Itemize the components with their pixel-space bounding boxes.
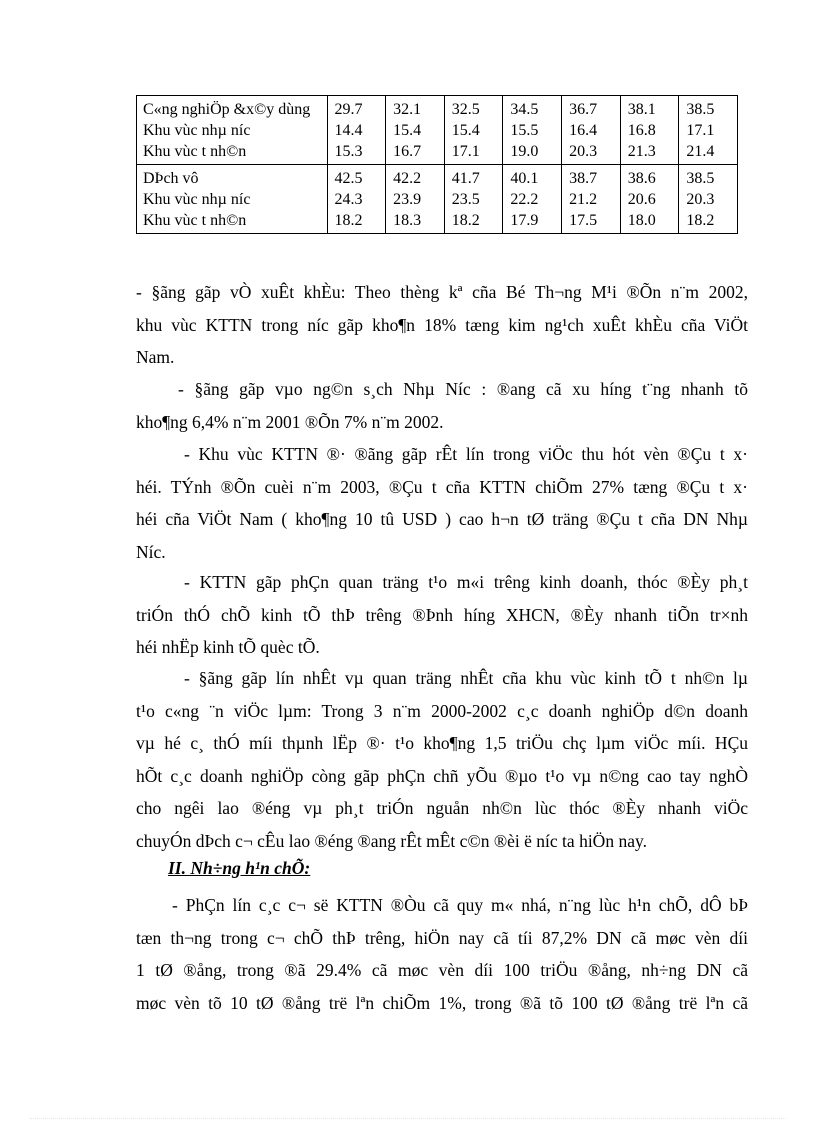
row-label: Khu vùc nhµ níc	[143, 191, 251, 208]
value: 23.9	[393, 191, 422, 208]
paragraph-limitations	[136, 889, 748, 1019]
value: 17.1	[451, 143, 480, 160]
value: 21.2	[569, 191, 598, 208]
section-heading: II. Nh÷ng h¹n chÕ:	[168, 858, 311, 878]
paragraph-business-environment	[136, 566, 748, 664]
value: 38.5	[686, 101, 715, 118]
value: 17.1	[686, 122, 715, 139]
value-cell	[679, 165, 738, 234]
value: 15.4	[451, 122, 480, 139]
paragraph-export	[136, 276, 748, 374]
value: 14.4	[334, 122, 363, 139]
text-line: triÓn thÓ chÕ kinh tÕ thÞ trêng ®Þnh híng XHCN, ®Èy nhanh tiÕn tr×nh	[136, 604, 748, 625]
text-line: héi nhËp kinh tÕ quèc tÕ.	[136, 637, 320, 657]
value: 15.3	[334, 143, 363, 160]
text-line: Níc.	[136, 541, 166, 562]
text-line: kho¶ng 6,4% n¨m 2001 ®Õn 7% n¨m 2002.	[136, 411, 444, 432]
value-cell	[327, 96, 386, 165]
paragraph-investment	[136, 438, 748, 568]
value: 18.2	[451, 212, 480, 229]
value: 34.5	[510, 101, 539, 118]
row-label: Khu vùc nhµ níc	[143, 122, 251, 139]
row-label-cell	[137, 165, 328, 234]
text-line: hÕt c¸c doanh nghiÖp còng gãp phÇn chñ yÕu ®µo t¹o vµ n©ng cao tay nghÒ	[136, 765, 748, 786]
value: 17.9	[510, 212, 539, 229]
value: 42.2	[393, 170, 422, 187]
text-line: cho ngêi lao ®éng vµ ph¸t triÓn nguån nh©n lùc thóc ®Èy nhanh viÖc	[136, 798, 748, 818]
text-line: - PhÇn lín c¸c c¬ së KTTN ®Òu cã quy m« nhá, n¨ng lùc h¹n chÕ, dÔ bÞ	[172, 895, 748, 915]
row-label: C«ng nghiÖp &x©y dùng	[143, 101, 311, 118]
value: 20.6	[627, 191, 656, 208]
value-cell	[444, 96, 503, 165]
row-label: Khu vùc t nh©n	[143, 212, 247, 229]
value: 16.7	[393, 143, 422, 160]
table-row	[137, 96, 738, 165]
text-line: møc vèn tõ 10 tØ ®ång trë lªn chiÕm 1%, trong ®ã tõ 100 tØ ®ång trë lªn cã	[136, 992, 748, 1013]
page-bottom-rule	[30, 1118, 786, 1119]
value-cell	[386, 96, 445, 165]
value: 32.5	[451, 101, 480, 118]
value-cell	[562, 96, 621, 165]
text-line: Nam.	[136, 347, 175, 367]
text-line: héi cña ViÖt Nam ( kho¶ng 10 tû USD ) cao h¬n tØ träng ®Çu t cña DN Nhµ	[136, 509, 748, 529]
value: 15.4	[393, 122, 422, 139]
value-cell	[620, 96, 679, 165]
value: 36.7	[569, 101, 598, 118]
value: 38.1	[627, 101, 656, 118]
text-line: vµ hé c¸ thÓ míi thµnh lËp ®· t¹o kho¶ng 1,5 triÖu chç lµm viÖc míi. HÇu	[136, 733, 748, 753]
value: 38.5	[686, 170, 715, 187]
text-line: 1 tØ ®ång, trong ®ã 29.4% cã møc vèn díi 100 triÖu ®ång, nh÷ng DN cã	[136, 960, 748, 980]
value-cell	[444, 165, 503, 234]
value-cell	[562, 165, 621, 234]
value: 18.2	[686, 212, 715, 229]
paragraph-employment	[136, 662, 748, 857]
value: 18.3	[393, 212, 422, 229]
value-cell	[679, 96, 738, 165]
value-cell	[503, 165, 562, 234]
text-line: t¹o c«ng ¨n viÖc lµm: Trong 3 n¨m 2000-2002 c¸c doanh nghiÖp d©n doanh	[136, 700, 748, 721]
value: 23.5	[451, 191, 480, 208]
value: 17.5	[569, 212, 598, 229]
value: 19.0	[510, 143, 539, 160]
value-cell	[386, 165, 445, 234]
text-line: - §ãng gãp lín nhÊt vµ quan träng nhÊt cña khu vùc kinh tÕ t nh©n lµ	[184, 668, 748, 688]
value: 29.7	[334, 101, 363, 118]
paragraph-budget	[136, 373, 748, 438]
value: 24.3	[334, 191, 363, 208]
value: 32.1	[393, 101, 422, 118]
table-row	[137, 165, 738, 234]
text-line: héi. TÝnh ®Õn cuèi n¨m 2003, ®Çu t cña KTTN chiÕm 27% tæng ®Çu t x·	[136, 476, 748, 497]
value: 38.7	[569, 170, 598, 187]
value: 21.3	[627, 143, 656, 160]
value: 41.7	[451, 170, 480, 187]
row-label: Khu vùc t nh©n	[143, 143, 247, 160]
text-line: - §ãng gãp vµo ng©n s¸ch Nhµ Níc : ®ang cã xu híng t¨ng nhanh tõ	[178, 379, 748, 399]
value: 22.2	[510, 191, 539, 208]
value: 21.4	[686, 143, 715, 160]
value: 16.8	[627, 122, 656, 139]
value-cell	[620, 165, 679, 234]
text-line: tæn th¬ng trong c¬ chÕ thÞ trêng, hiÖn nay cã tíi 87,2% DN cã møc vèn díi	[136, 927, 748, 948]
value-cell	[503, 96, 562, 165]
value: 20.3	[686, 191, 715, 208]
text-line: - KTTN gãp phÇn quan träng t¹o m«i trêng kinh doanh, thóc ®Èy ph¸t	[184, 572, 748, 592]
value: 42.5	[334, 170, 363, 187]
value: 18.0	[627, 212, 656, 229]
row-label: DÞch vô	[143, 170, 199, 187]
text-line: chuyÓn dÞch c¬ cÊu lao ®éng ®ang rÊt mÊt c©n ®èi ë níc ta hiÖn nay.	[136, 830, 647, 851]
value: 38.6	[627, 170, 656, 187]
text-line: - §ãng gãp vÒ xuÊt khÈu: Theo thèng kª cña Bé Th¬ng M¹i ®Õn n¨m 2002,	[136, 282, 748, 302]
text-line: khu vùc KTTN trong níc gãp kho¶n 18% tæng kim ng¹ch xuÊt khÈu cña ViÖt	[136, 314, 748, 335]
value: 18.2	[334, 212, 363, 229]
statistics-table	[136, 95, 738, 234]
value-cell	[327, 165, 386, 234]
value: 40.1	[510, 170, 539, 187]
value: 16.4	[569, 122, 598, 139]
value: 20.3	[569, 143, 598, 160]
row-label-cell	[137, 96, 328, 165]
value: 15.5	[510, 122, 539, 139]
text-line: - Khu vùc KTTN ®· ®ãng gãp rÊt lín trong viÖc thu hót vèn ®Çu t x·	[184, 444, 748, 464]
